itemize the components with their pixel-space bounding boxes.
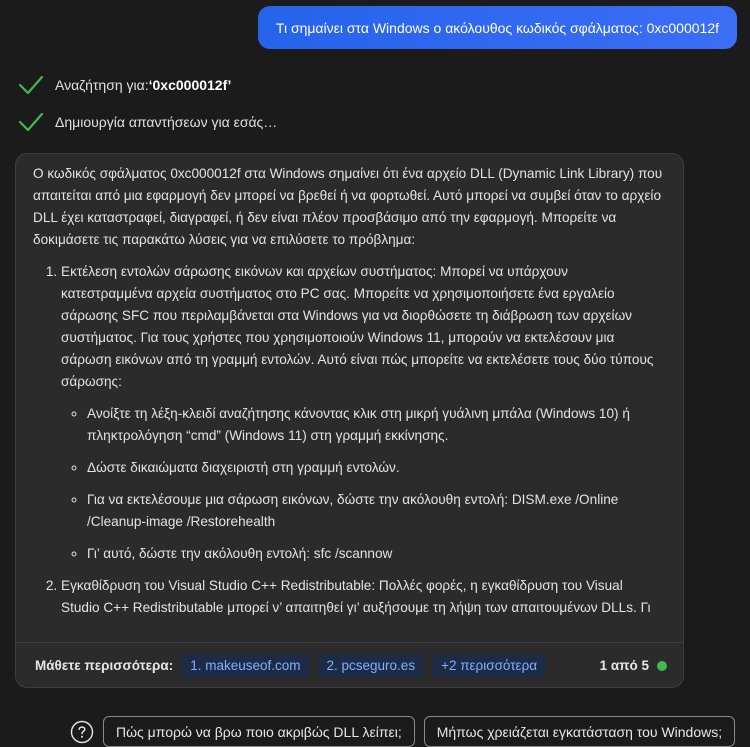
checkmark-icon — [18, 74, 44, 96]
user-message-text: Τι σημαίνει στα Windows ο ακόλουθος κωδικός σφάλματος: 0xc000012f — [275, 19, 719, 36]
generating-status-text: Δημιουργία απαντήσεων για εσάς… — [55, 114, 278, 130]
page-count-text: 1 από 5 — [599, 658, 649, 673]
answer-intro: Ο κωδικός σφάλματος 0xc000012f στα Windows σημαίνει ότι ένα αρχείο DLL (Dynamic Link Library) που απαιτείται από μια εφαρμογή δεν μπορεί να βρεθεί ή να φορτωθεί. Αυτό μπορεί να συμβεί όταν το αρχείο DLL έχει καταστραφεί, διαγραφεί, ή δεν είναι πλέον προσβάσιμο από την εφαρμογή. Μπορείτε να δοκιμάσετε τις παρακάτω λύσεις για να επιλύσετε το πρόβλημα: — [33, 166, 663, 247]
sub-list-item: ◦ Γι’ αυτό, δώστε την ακόλουθη εντολή: sfc /scannow — [87, 543, 663, 565]
response-page-count — [600, 658, 667, 673]
list-item — [61, 575, 663, 619]
list-item-text: Εγκαθίδρυση του Visual Studio C++ Redistributable: Πολλές φορές, η εγκαθίδρυση του Visual Studio C++ Redistributable μπορεί ν’ απαιτηθεί γι’ αυξήσουμε τη λήψη των απαιτουμένων DLLs. Γι — [61, 578, 651, 615]
answer-card — [15, 153, 684, 688]
learn-more-label: Μάθετε περισσότερα: — [35, 658, 174, 673]
suggestions-bar — [70, 716, 744, 747]
source-link-1[interactable]: 1. makeuseof.com — [181, 654, 309, 677]
list-item-text: Εκτέλεση εντολών σάρωσης εικόνων και αρχείων συστήματος: Μπορεί να υπάρχουν κατεστραμμένα αρχεία συστήματος στο PC σας. Μπορείτε να χρησιμοποιήσετε ένα εργαλείο σάρωσης SFC που περιλαμβάνεται στα Windows για να διορθώσετε τη διάβρωση των αρχείων συστήματος. Για τους χρήστες που χρησιμοποιούν Windows 11, μπορούν να εκτελέσουν μια σάρωση εικόνων από τη γραμμή εντολών. Αυτό είναι πώς μπορείτε να εκτελέσετε τους δύο τύπους σάρωσης: — [61, 264, 654, 389]
sub-list-item: ◦ Για να εκτελέσουμε μια σάρωση εικόνων, δώστε την ακόλουθη εντολή: DISM.exe /Online /Cleanup-image /Restorehealth — [87, 489, 663, 533]
sub-list-item: ◦ Δώστε δικαιώματα διαχειριστή στη γραμμή εντολών. — [87, 457, 663, 479]
status-dot-icon — [657, 661, 667, 671]
sub-list — [61, 403, 663, 565]
sources-footer — [16, 642, 683, 688]
source-link-2[interactable]: 2. pcseguro.es — [318, 654, 425, 677]
list-item — [61, 261, 663, 565]
checkmark-icon — [18, 111, 44, 133]
answer-list — [33, 261, 663, 619]
search-status-term: ‘0xc000012f’ — [148, 77, 232, 93]
suggestion-button-1[interactable]: Πώς μπορώ να βρω ποιο ακριβώς DLL λείπει; — [103, 716, 415, 747]
suggestion-button-2[interactable]: Μήπως χρειάζεται εγκατάσταση του Windows; — [424, 716, 735, 747]
answer-body[interactable] — [16, 154, 683, 642]
search-status — [18, 74, 231, 96]
search-status-prefix: Αναζήτηση για: — [55, 77, 149, 93]
question-icon[interactable] — [70, 720, 94, 744]
more-sources-link[interactable]: +2 περισσότερα — [432, 654, 546, 677]
user-message-bubble — [258, 6, 737, 49]
sub-list-item: ◦ Ανοίξτε τη λέξη-κλειδί αναζήτησης κάνοντας κλικ στη μικρή γυάλινη μπάλα (Windows 10) ή πληκτρολόγηση “cmd” (Windows 11) στη γραμμή εκκίνησης. — [87, 403, 663, 447]
generating-status — [18, 111, 277, 133]
